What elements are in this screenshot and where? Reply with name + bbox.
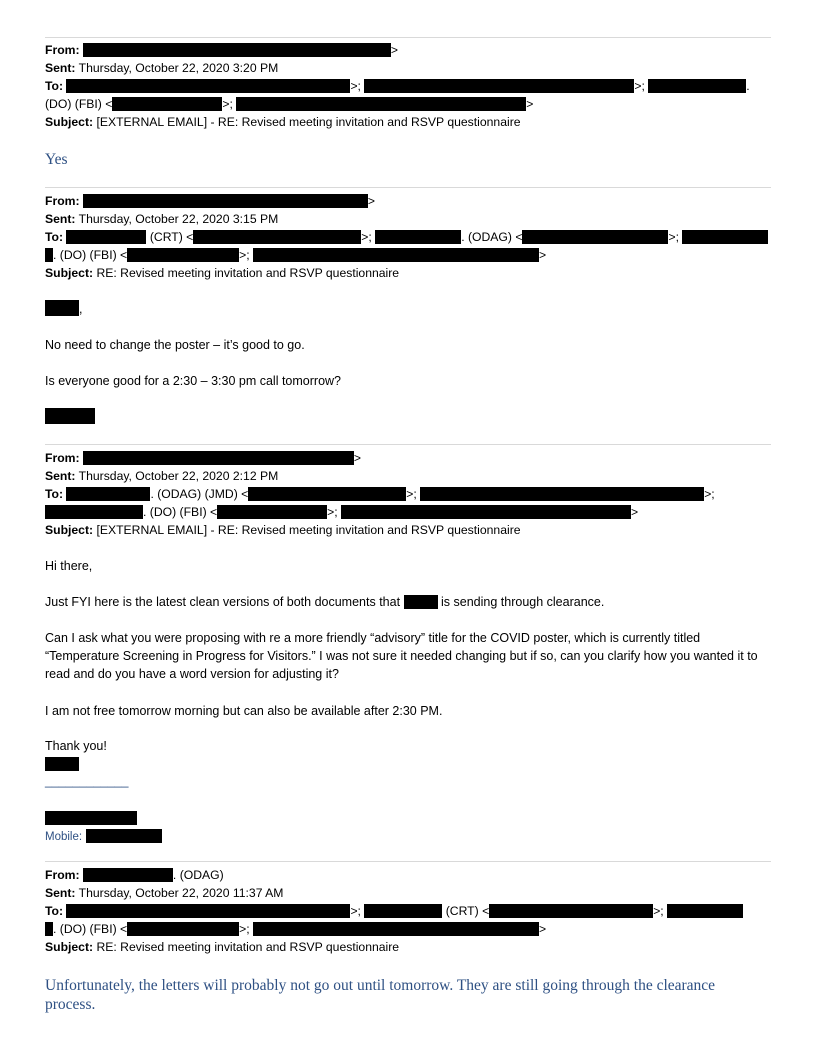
sent-label: Sent: — [45, 469, 76, 483]
email-from-row — [45, 866, 224, 884]
recipient-suffix: (CRT) < — [445, 904, 490, 918]
redaction-block — [404, 595, 438, 609]
subject-text: RE: Revised meeting invitation and RSVP questionnaire — [96, 266, 400, 280]
redaction-block — [682, 230, 768, 244]
separator-rule — [45, 861, 771, 862]
recipient-suffix: . (ODAG) (JMD) < — [150, 487, 249, 501]
sent-date: Thursday, October 22, 2020 11:37 AM — [78, 886, 284, 900]
redaction-block — [236, 97, 526, 111]
separator: >; — [222, 97, 233, 111]
redaction-block — [489, 904, 653, 918]
email-to-row — [45, 228, 768, 246]
email-sent-row — [45, 59, 278, 77]
recipient-suffix: . (DO) (FBI) < — [53, 922, 128, 936]
email-subject-row — [45, 264, 399, 282]
redaction-block — [364, 79, 634, 93]
sender-suffix: . (ODAG) — [172, 868, 224, 882]
redaction-block — [127, 248, 239, 262]
redaction-block — [45, 922, 53, 936]
redaction-block — [83, 43, 391, 57]
separator: >; — [350, 904, 361, 918]
email-body-paragraph: Is everyone good for a 2:30 – 3:30 pm call tomorrow? — [45, 374, 341, 388]
close-angle: > — [353, 451, 362, 465]
recipient-suffix: . (DO) (FBI) < — [53, 248, 128, 262]
redaction-block — [45, 811, 137, 825]
email-subject-row — [45, 521, 521, 539]
to-label: To: — [45, 904, 64, 918]
redaction-block — [193, 230, 361, 244]
sent-label: Sent: — [45, 212, 76, 226]
to-label: To: — [45, 79, 64, 93]
separator: >; — [653, 904, 664, 918]
mobile-label: Mobile: — [45, 831, 83, 843]
email-to-row — [45, 485, 715, 503]
signature-rule: ____________ — [45, 774, 129, 788]
sent-date: Thursday, October 22, 2020 3:15 PM — [78, 212, 279, 226]
redaction-block — [364, 904, 442, 918]
redaction-block — [66, 487, 150, 501]
close-angle: > — [539, 922, 547, 936]
recipient-suffix: (CRT) < — [149, 230, 194, 244]
email-to-row-cont — [45, 95, 533, 113]
from-label: From: — [45, 43, 80, 57]
redaction-block — [522, 230, 668, 244]
email-signature — [45, 755, 775, 773]
email-body: Unfortunately, the letters will probably not go out until tomorrow. They are still going through the clearance process. — [45, 977, 716, 1013]
redaction-block — [667, 904, 743, 918]
email-to-row-cont — [45, 920, 546, 938]
recipient-suffix: . (DO) (FBI) < — [143, 505, 218, 519]
redaction-block — [86, 829, 162, 843]
separator-rule — [45, 37, 771, 38]
email-from-row — [45, 192, 375, 210]
subject-label: Subject: — [45, 115, 94, 129]
separator-rule — [45, 444, 771, 445]
redaction-block — [112, 97, 222, 111]
separator: >; — [704, 487, 715, 501]
email-body-paragraph: No need to change the poster – it’s good to go. — [45, 338, 305, 352]
recipient-suffix: . (ODAG) < — [461, 230, 523, 244]
sent-label: Sent: — [45, 61, 76, 75]
separator: >; — [634, 79, 645, 93]
email-sent-row — [45, 884, 283, 902]
email-signature — [45, 408, 775, 426]
redaction-block — [83, 194, 368, 208]
redaction-block — [420, 487, 704, 501]
email-subject-row — [45, 938, 399, 956]
greeting-suffix: , — [79, 302, 83, 316]
to-label: To: — [45, 487, 64, 501]
redaction-block — [127, 922, 239, 936]
email-subject-row — [45, 113, 521, 131]
email-greeting — [45, 300, 775, 318]
close-angle: > — [631, 505, 639, 519]
from-label: From: — [45, 451, 80, 465]
separator: >; — [327, 505, 338, 519]
body-text: is sending through clearance. — [441, 595, 605, 609]
email-body-paragraph: Can I ask what you were proposing with re a more friendly “advisory” title for the COVID poster, which is currently titled “Temperature Screening in Progress for Visitors.” I was not sure it needed changing but if so, can you clarify how you wanted it to read and do you have a word version for adjusting it? — [45, 631, 758, 681]
separator: >; — [239, 922, 250, 936]
email-body-paragraph — [45, 593, 775, 611]
subject-text: [EXTERNAL EMAIL] - RE: Revised meeting invitation and RSVP questionnaire — [96, 115, 521, 129]
separator-rule — [45, 187, 771, 188]
subject-label: Subject: — [45, 523, 94, 537]
email-sent-row — [45, 210, 278, 228]
separator: >; — [239, 248, 250, 262]
subject-label: Subject: — [45, 940, 94, 954]
redaction-block — [648, 79, 746, 93]
email-to-row: To: >; >; . — [45, 79, 750, 93]
email-from-row — [45, 41, 398, 59]
email-body-paragraph: I am not free tomorrow morning but can also be available after 2:30 PM. — [45, 704, 443, 718]
subject-label: Subject: — [45, 266, 94, 280]
redaction-block — [83, 451, 354, 465]
redaction-block — [341, 505, 631, 519]
signature-mobile — [45, 827, 775, 846]
close-angle: > — [390, 43, 399, 57]
separator: >; — [361, 230, 372, 244]
email-to-row-cont — [45, 246, 546, 264]
redaction-block — [45, 300, 79, 316]
redaction-block — [253, 248, 539, 262]
sent-label: Sent: — [45, 886, 76, 900]
email-sent-row — [45, 467, 278, 485]
sent-date: Thursday, October 22, 2020 3:20 PM — [78, 61, 279, 75]
redaction-block — [45, 757, 79, 771]
redaction-block — [375, 230, 461, 244]
body-text: Just FYI here is the latest clean versions of both documents that — [45, 595, 401, 609]
from-label: From: — [45, 868, 80, 882]
redaction-block — [45, 408, 95, 424]
redaction-block — [66, 904, 350, 918]
subject-text: RE: Revised meeting invitation and RSVP questionnaire — [96, 940, 400, 954]
subject-text: [EXTERNAL EMAIL] - RE: Revised meeting invitation and RSVP questionnaire — [96, 523, 521, 537]
email-greeting: Hi there, — [45, 559, 93, 573]
recipient-suffix: (DO) (FBI) < — [45, 97, 113, 111]
email-from-row — [45, 449, 361, 467]
email-body: Yes — [45, 151, 68, 168]
redaction-block — [253, 922, 539, 936]
close-angle: > — [539, 248, 547, 262]
signature-name — [45, 809, 775, 827]
email-to-row-cont — [45, 503, 638, 521]
redaction-block — [66, 230, 146, 244]
to-label: To: — [45, 230, 64, 244]
from-label: From: — [45, 194, 80, 208]
sent-date: Thursday, October 22, 2020 2:12 PM — [78, 469, 279, 483]
email-closing: Thank you! — [45, 739, 107, 753]
close-angle: > — [526, 97, 534, 111]
separator: >; — [668, 230, 679, 244]
redaction-block — [217, 505, 327, 519]
redaction-block — [45, 248, 53, 262]
close-angle: > — [367, 194, 376, 208]
redaction-block — [66, 79, 350, 93]
separator: >; — [406, 487, 417, 501]
separator: >; — [350, 79, 361, 93]
email-to-row — [45, 902, 743, 920]
redaction-block — [45, 505, 143, 519]
redaction-block — [248, 487, 406, 501]
redaction-block — [83, 868, 173, 882]
